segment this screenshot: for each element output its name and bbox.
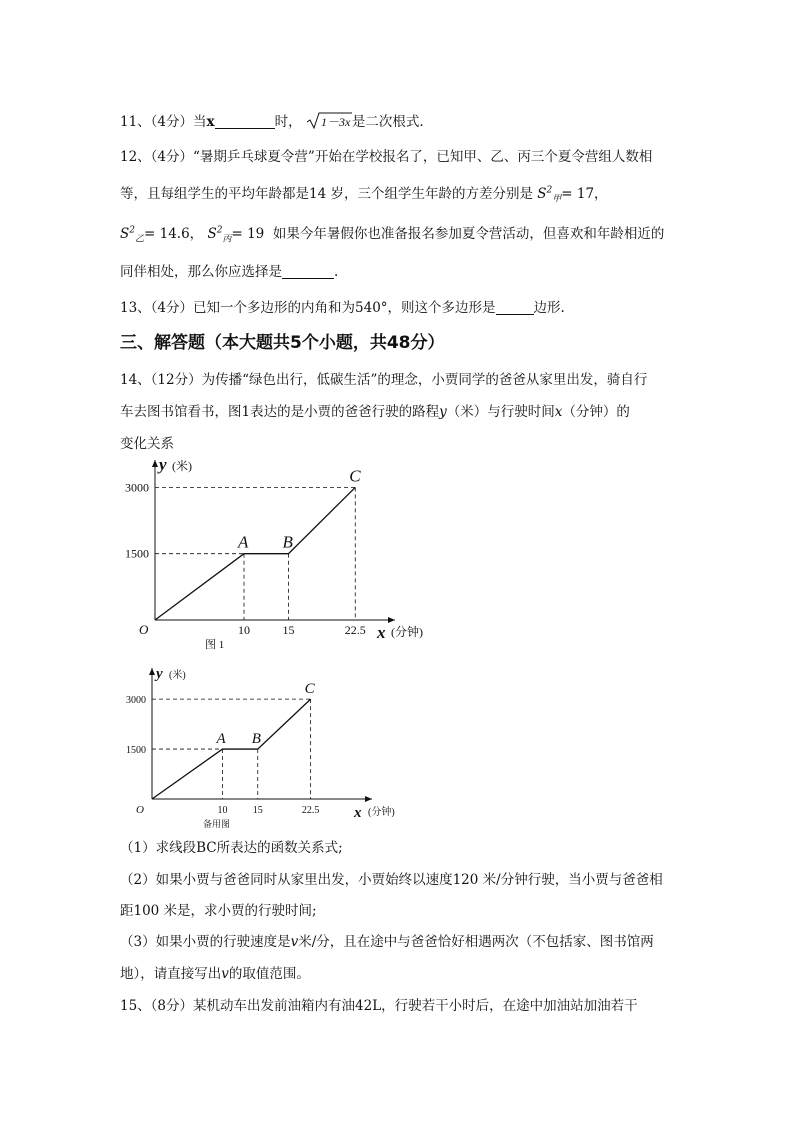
q12-line-1: 12、（4分）“暑期乒乓球夏令营”开始在学校报名了，已知甲、乙、丙三个夏令营组人数相 xyxy=(120,149,653,165)
point-label-b: B xyxy=(251,731,261,748)
radical-sign-icon xyxy=(306,112,352,130)
y-tick-label: 3000 xyxy=(126,695,146,707)
s-jia-variance: $S^2_甲$ xyxy=(537,185,562,205)
y-axis-unit: (米) xyxy=(169,670,186,681)
q12-line-3-text: 如果今年暑假你也准备报名参加夏令营活动，但喜欢和年龄相近的 xyxy=(272,226,665,242)
q12-answer-blank[interactable] xyxy=(282,264,334,279)
figure-caption: 备用图 xyxy=(203,819,231,829)
q11-mid-text: 时， xyxy=(274,114,302,130)
point-label-c: C xyxy=(304,681,315,698)
x-tick-label: 15 xyxy=(282,623,295,637)
x-tick-label: 10 xyxy=(217,805,228,816)
q11-number: 11、（4分）当 xyxy=(120,114,207,130)
x-tick-label: 15 xyxy=(252,805,263,816)
q13-text: 13、（4分）已知一个多边形的内角和为540°，则这个多边形是 xyxy=(120,300,496,316)
x-tick-label: 10 xyxy=(238,623,250,637)
figure-1-chart xyxy=(110,450,440,665)
q14-sub-3-line-2: 地），请直接写出v的取值范围。 xyxy=(120,966,310,982)
q14-sub-2-line-2: 距100 米是，求小贾的行驶时间; xyxy=(120,903,317,919)
s-yi-value: = 14.6 xyxy=(144,226,190,242)
origin-label: O xyxy=(136,804,144,816)
q14-line-1: 14、（12分）为传播“绿色出行，低碳生活”的理念，小贾同学的爸爸从家里出发，骑自行 xyxy=(120,372,648,388)
origin-label: O xyxy=(139,622,149,637)
x-tick-label: 22.5 xyxy=(301,805,320,816)
var-v: v xyxy=(290,934,299,950)
s-yi-variance: $S^2_乙$ xyxy=(120,225,144,245)
x-axis-variable: x xyxy=(377,623,386,642)
y-tick-label: 3000 xyxy=(125,480,149,495)
y-tick-label: 1500 xyxy=(126,745,146,757)
y-axis-variable: y xyxy=(156,666,163,682)
q14-line-3: 变化关系 xyxy=(120,436,174,452)
s-jia-value: = 17 xyxy=(561,186,595,202)
q14-sub-2-line-1: （2）如果小贾与爸爸同时从家里出发，小贾始终以速度120 米/分钟行驶，当小贾与爸爸相 xyxy=(120,872,663,888)
q15-line-1: 15、（8分）某机动车出发前油箱内有油42L，行驶若干小时后，在途中加油站加油若干 xyxy=(120,998,638,1014)
point-label-a: A xyxy=(216,731,226,748)
var-v: v xyxy=(221,966,229,982)
var-y: y xyxy=(439,404,447,420)
q11-radicand: 1－3x xyxy=(320,115,351,129)
q14-sub-3-line-1: （3）如果小贾的行驶速度是v米/分，且在途中与爸爸恰好相遇两次（不包括家、图书馆两 xyxy=(120,934,654,950)
q12-line-3: $S^2_乙= 14.6$， $S^2_丙= 19$ 如果今年暑假你也准备报名参加夏令营活动，但喜欢和年龄相近的 xyxy=(120,225,665,245)
q13-line xyxy=(120,296,565,316)
x-axis-unit: (分钟) xyxy=(368,807,395,818)
point-label-b: B xyxy=(282,532,293,552)
section-3-heading: 三、解答题（本大题共5个小题，共48分） xyxy=(120,333,445,353)
x-axis-arrow-icon xyxy=(365,796,372,802)
y-axis-unit: (米) xyxy=(172,459,192,473)
q11-radical xyxy=(306,112,352,130)
s-bing-variance: $S^2_丙$ xyxy=(207,225,232,245)
backup-figure-chart xyxy=(110,660,410,830)
point-label-c: C xyxy=(349,466,361,486)
q14-line-2: 车去图书馆看书，图1表达的是小贾的爸爸行驶的路程y（米）与行驶时间x（分钟）的 xyxy=(120,404,630,420)
x-tick-label: 22.5 xyxy=(344,623,366,637)
q12-line-4-text: 同伴相处，那么你应选择是 xyxy=(120,264,282,280)
y-axis-arrow-icon xyxy=(149,668,155,675)
q12-line-2-text: 等，且每组学生的平均年龄都是14 岁，三个组学生年龄的方差分别是 xyxy=(120,186,533,202)
x-axis-arrow-icon xyxy=(388,617,395,623)
q11-answer-blank[interactable] xyxy=(215,114,275,129)
point-label-a: A xyxy=(238,532,249,552)
var-x: x xyxy=(554,404,563,420)
q12-line-4: 同伴相处，那么你应选择是 . xyxy=(120,264,339,280)
y-tick-label: 1500 xyxy=(125,546,149,561)
q11-end-text: 是二次根式. xyxy=(351,114,424,130)
s-bing-value: = 19 xyxy=(231,226,265,242)
q12-line-2: 等，且每组学生的平均年龄都是14 岁，三个组学生年龄的方差分别是 $S^2_甲= 17$， xyxy=(120,185,608,205)
q11-line xyxy=(120,110,424,130)
q13-answer-blank[interactable] xyxy=(496,300,534,315)
y-axis-arrow-icon xyxy=(152,460,158,467)
x-axis-unit: (分钟) xyxy=(391,625,423,639)
q11-variable: x xyxy=(206,114,215,130)
q13-end-text: 边形. xyxy=(533,300,565,316)
figure-caption: 图 1 xyxy=(205,639,225,651)
y-axis-variable: y xyxy=(159,455,167,474)
x-axis-variable: x xyxy=(354,805,362,821)
q14-sub-1: （1）求线段BC所表达的函数关系式; xyxy=(120,840,343,856)
